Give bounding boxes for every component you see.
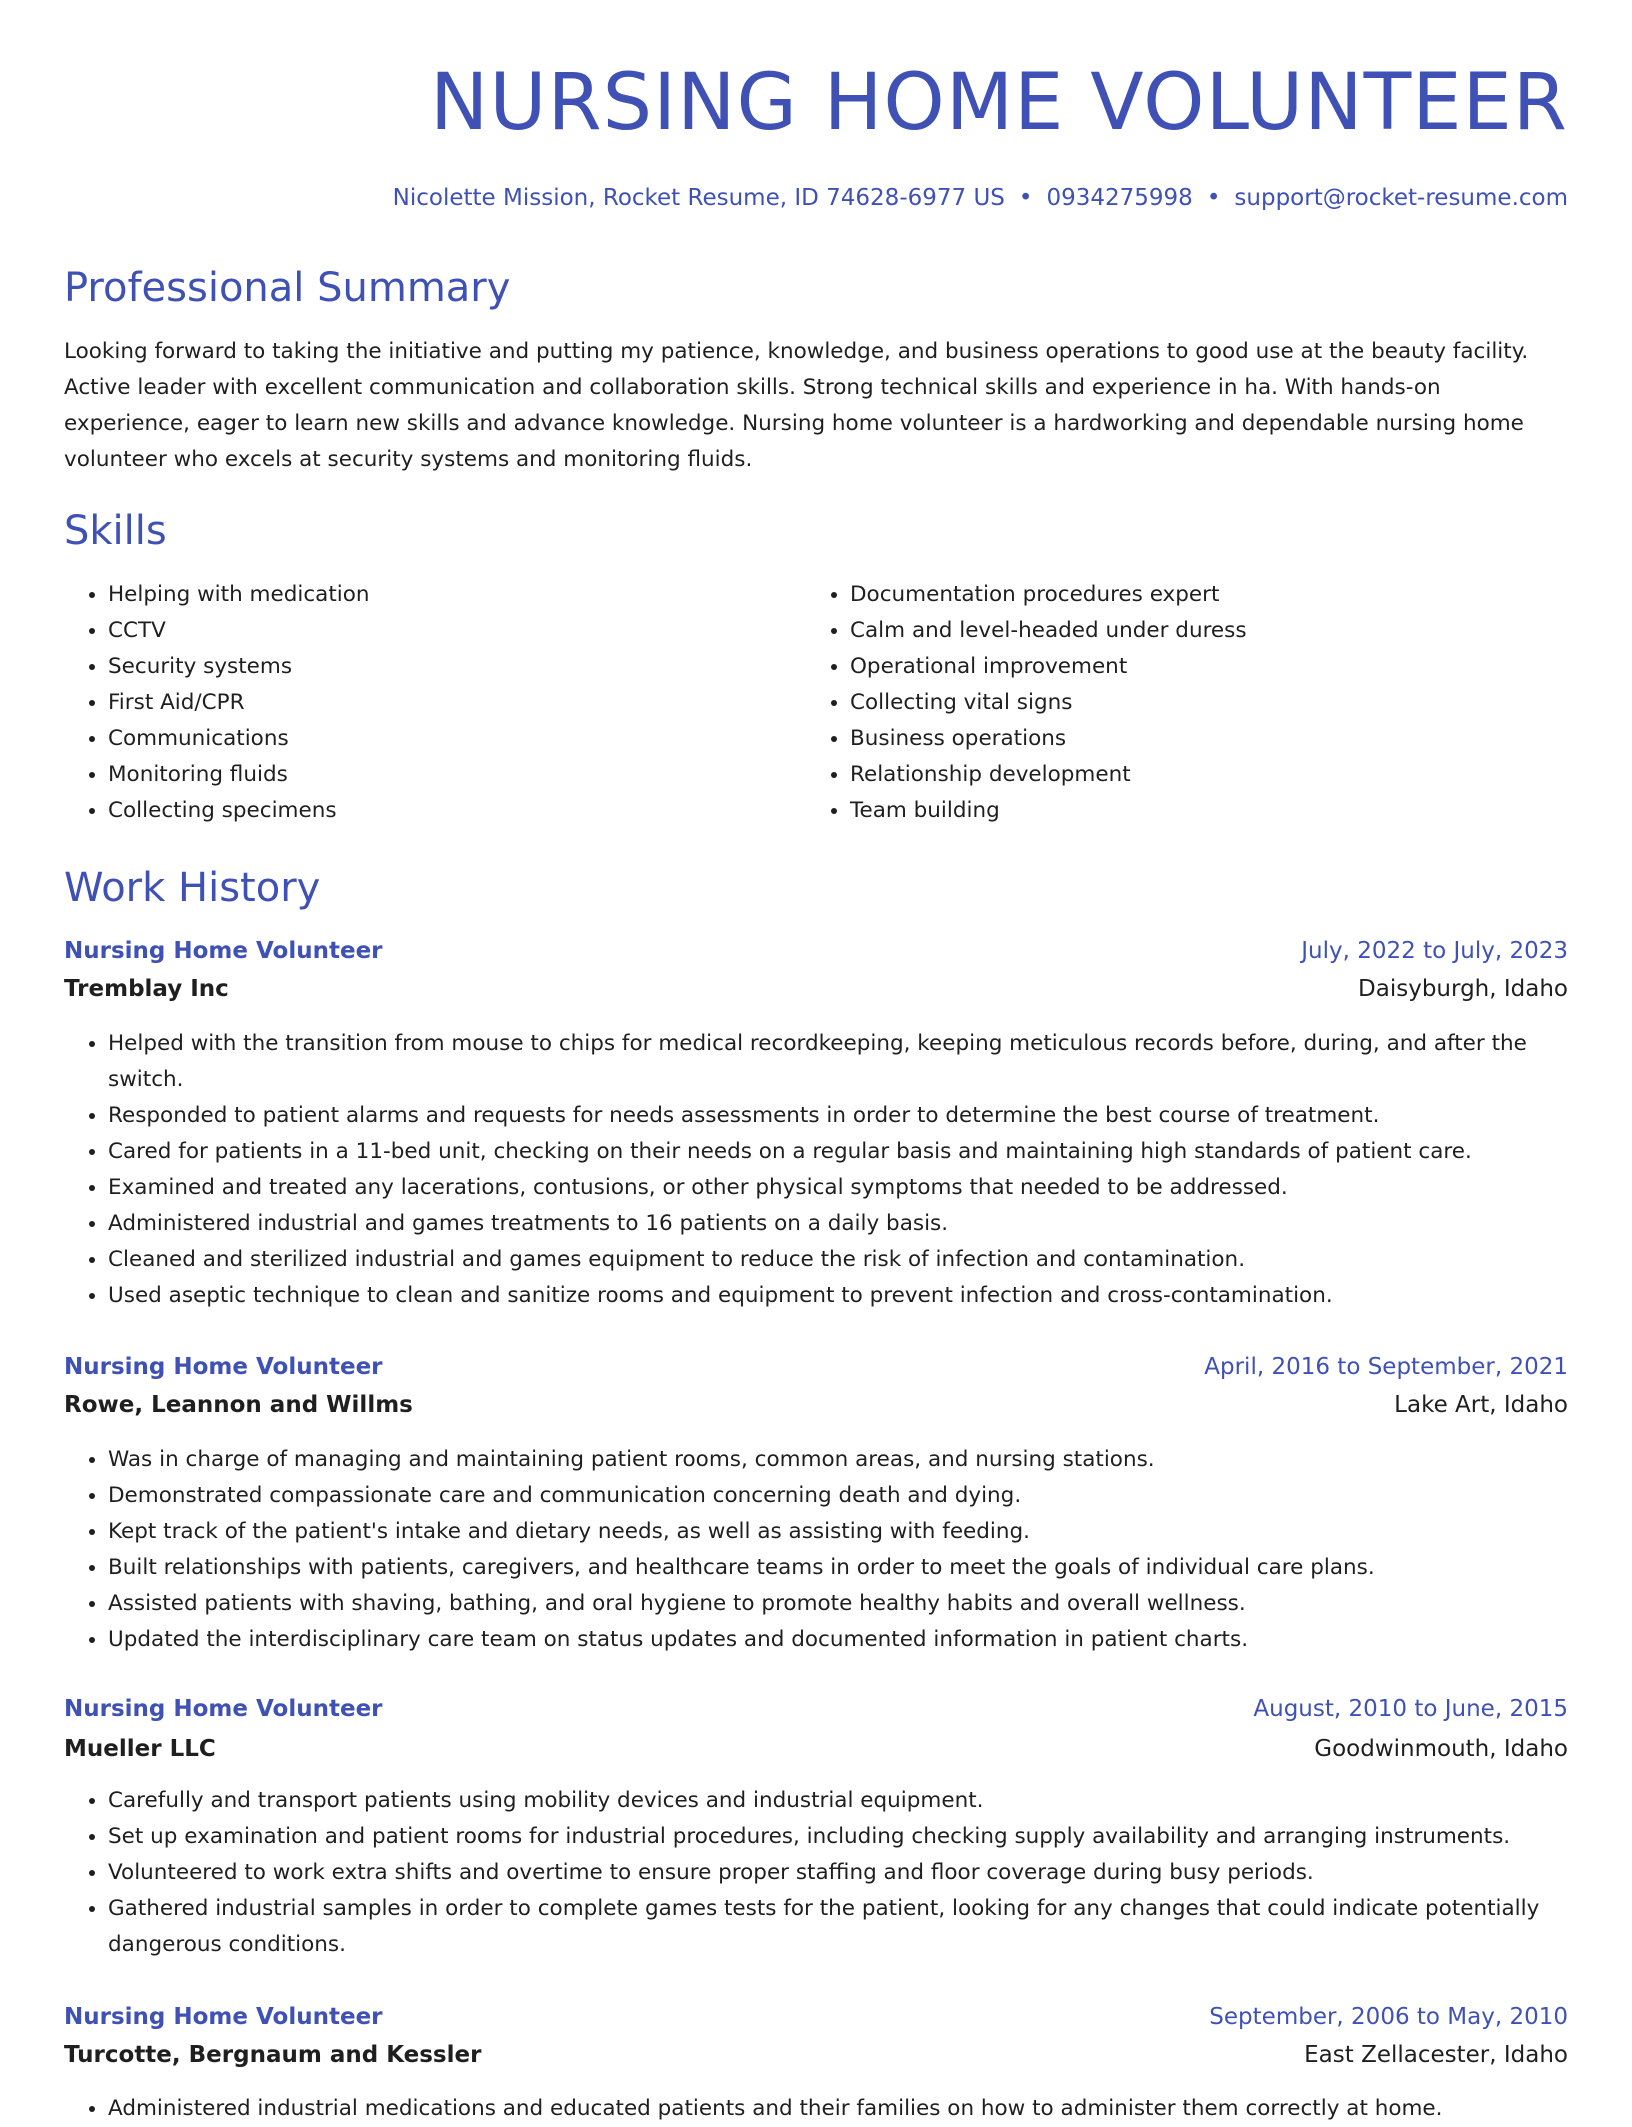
skill-item: • Monitoring fluids bbox=[108, 757, 764, 793]
list-item: • Used aseptic technique to clean and sanitize rooms and equipment to prevent infection and cross-contamination. bbox=[108, 1278, 1568, 1314]
contact-phone: 0934275998 bbox=[1046, 185, 1193, 211]
job-bullets bbox=[64, 1026, 1568, 1314]
job-company: Rowe, Leannon and Willms bbox=[64, 1392, 413, 1418]
skill-item: • Business operations bbox=[850, 721, 1506, 757]
skill-item: • Calm and level-headed under duress bbox=[850, 613, 1506, 649]
list-item: • Built relationships with patients, caregivers, and healthcare teams in order to meet the goals of individual care plans. bbox=[108, 1550, 1568, 1586]
list-item: • Cared for patients in a 11-bed unit, checking on their needs on a regular basis and maintaining high standards of patient care. bbox=[108, 1134, 1568, 1170]
list-item: • Examined and treated any lacerations, contusions, or other physical symptoms that needed to be addressed. bbox=[108, 1170, 1568, 1206]
list-item: • Assisted patients with shaving, bathing, and oral hygiene to promote healthy habits and overall wellness. bbox=[108, 1586, 1568, 1622]
job-title: Nursing Home Volunteer bbox=[64, 938, 383, 964]
contact-separator: • bbox=[1018, 185, 1033, 211]
skill-item: • Collecting vital signs bbox=[850, 685, 1506, 721]
list-item: • Set up examination and patient rooms for industrial procedures, including checking supply availability and arranging instruments. bbox=[108, 1819, 1568, 1855]
job-title: Nursing Home Volunteer bbox=[64, 1354, 383, 1380]
skill-item: • Team building bbox=[850, 793, 1506, 829]
list-item: • Gathered industrial samples in order to complete games tests for the patient, looking for any changes that could indicate potentially dangerous conditions. bbox=[108, 1891, 1568, 1963]
job-dates: July, 2022 to July, 2023 bbox=[1301, 938, 1568, 964]
list-item: • Kept track of the patient's intake and dietary needs, as well as assisting with feeding. bbox=[108, 1514, 1568, 1550]
job-dates: September, 2006 to May, 2010 bbox=[1209, 2004, 1568, 2030]
page-title: NURSING HOME VOLUNTEER bbox=[430, 58, 1568, 148]
skill-item: • CCTV bbox=[108, 613, 764, 649]
contact-email[interactable]: support@rocket-resume.com bbox=[1234, 185, 1568, 211]
skill-item: • First Aid/CPR bbox=[108, 685, 764, 721]
skill-item: • Security systems bbox=[108, 649, 764, 685]
job-company: Turcotte, Bergnaum and Kessler bbox=[64, 2042, 482, 2068]
skill-item: • Relationship development bbox=[850, 757, 1506, 793]
list-item: • Helped with the transition from mouse to chips for medical recordkeeping, keeping meticulous records before, during, and after the switch. bbox=[108, 1026, 1568, 1098]
skill-item: • Operational improvement bbox=[850, 649, 1506, 685]
skills-column-right bbox=[806, 577, 1506, 829]
list-item: • Cleaned and sterilized industrial and games equipment to reduce the risk of infection and contamination. bbox=[108, 1242, 1568, 1278]
contact-address: Nicolette Mission, Rocket Resume, ID 74628-6977 US bbox=[392, 185, 1005, 211]
job-company: Tremblay Inc bbox=[64, 976, 229, 1002]
job-location: Goodwinmouth, Idaho bbox=[1314, 1736, 1568, 1762]
list-item: • Carefully and transport patients using mobility devices and industrial equipment. bbox=[108, 1783, 1568, 1819]
job-dates: August, 2010 to June, 2015 bbox=[1253, 1696, 1568, 1722]
contact-separator: • bbox=[1206, 185, 1221, 211]
summary-text: Looking forward to taking the initiative and putting my patience, knowledge, and business operations to good use at the beauty facility. Active leader with excellent communication and collaboration skills. Strong technical skills and experience in ha. With hands-on experience, eager to learn new skills and advance knowledge. Nursing home volunteer is a hardworking and dependable nursing home volunteer who excels at security systems and monitoring fluids. bbox=[64, 339, 1529, 472]
job-title: Nursing Home Volunteer bbox=[64, 2004, 383, 2030]
job-location: Daisyburgh, Idaho bbox=[1358, 976, 1568, 1002]
skill-item: • Collecting specimens bbox=[108, 793, 764, 829]
job-dates: April, 2016 to September, 2021 bbox=[1204, 1354, 1568, 1380]
skill-item: • Communications bbox=[108, 721, 764, 757]
list-item: • Administered industrial and games treatments to 16 patients on a daily basis. bbox=[108, 1206, 1568, 1242]
list-item: • Responded to patient alarms and requests for needs assessments in order to determine the best course of treatment. bbox=[108, 1098, 1568, 1134]
skill-item: • Documentation procedures expert bbox=[850, 577, 1506, 613]
list-item: • Volunteered to work extra shifts and overtime to ensure proper staffing and floor coverage during busy periods. bbox=[108, 1855, 1568, 1891]
job-location: Lake Art, Idaho bbox=[1394, 1392, 1568, 1418]
list-item: • Demonstrated compassionate care and communication concerning death and dying. bbox=[108, 1478, 1568, 1514]
skill-item: • Helping with medication bbox=[108, 577, 764, 613]
list-item: • Updated the interdisciplinary care team on status updates and documented information in patient charts. bbox=[108, 1622, 1568, 1658]
job-bullets bbox=[64, 2091, 1568, 2127]
job-bullets bbox=[64, 1783, 1568, 1963]
job-bullets bbox=[64, 1442, 1568, 1658]
contact-line bbox=[393, 180, 1568, 216]
skills-heading: Skills bbox=[64, 508, 167, 554]
list-item: • Was in charge of managing and maintaining patient rooms, common areas, and nursing stations. bbox=[108, 1442, 1568, 1478]
summary-heading: Professional Summary bbox=[64, 265, 511, 311]
job-title: Nursing Home Volunteer bbox=[64, 1696, 383, 1722]
list-item: • Administered industrial medications and educated patients and their families on how to administer them correctly at home. bbox=[108, 2091, 1568, 2127]
job-company: Mueller LLC bbox=[64, 1736, 216, 1762]
skills-column-left bbox=[64, 577, 764, 829]
work-history-heading: Work History bbox=[64, 865, 321, 911]
job-location: East Zellacester, Idaho bbox=[1304, 2042, 1568, 2068]
